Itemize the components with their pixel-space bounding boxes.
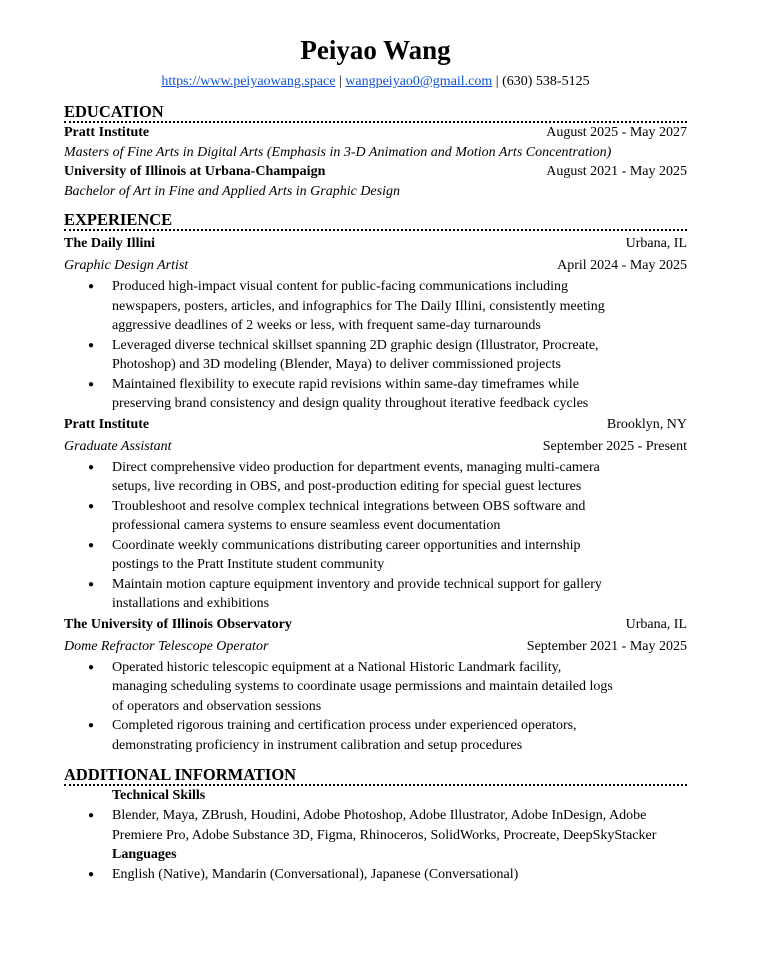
job-entry xyxy=(64,414,687,614)
job-role: Graphic Design Artist xyxy=(64,258,189,273)
resume-name: Peiyao Wang xyxy=(300,35,451,65)
job-location: Brooklyn, NY xyxy=(606,416,687,432)
job-organization: Pratt Institute xyxy=(64,416,150,432)
job-dates: September 2025 - Present xyxy=(542,438,687,454)
job-bullets xyxy=(64,458,687,614)
bullet-item: ● Coordinate weekly communications distributing career opportunities and internship postings to the Pratt Institute student community xyxy=(64,536,687,575)
bullet-item: ● Produced high-impact visual content for public-facing communications including newspapers, posters, articles, and infographics for The Daily Illini, consistently meeting aggressive deadlines of 2 weeks or less, with frequent same-day turnarounds xyxy=(64,277,687,336)
bullet-item: ● Maintain motion capture equipment inventory and provide technical support for gallery installations and exhibitions xyxy=(64,575,687,614)
skills-list xyxy=(64,806,687,845)
job-bullets xyxy=(64,277,687,414)
section-title-experience: EXPERIENCE xyxy=(64,210,687,231)
school-name: University of Illinois at Urbana-Champaign xyxy=(64,164,326,179)
bullet-item: ● Operated historic telescopic equipment at a National Historic Landmark facility, managing scheduling systems to coordinate usage permissions and maintain detailed logs of operators and observation sessions xyxy=(64,658,687,717)
email-link[interactable]: wangpeiyao0@gmail.com xyxy=(345,74,493,89)
languages-list xyxy=(64,865,687,885)
job-role: Graduate Assistant xyxy=(64,438,172,454)
bullet-item: ● Troubleshoot and resolve complex technical integrations between OBS software and professional camera systems to ensure seamless event documentation xyxy=(64,497,687,536)
bullet-item: ● English (Native), Mandarin (Conversational), Japanese (Conversational) xyxy=(64,865,687,885)
section-title-additional-information: ADDITIONAL INFORMATION xyxy=(64,765,687,786)
bullet-item: ● Blender, Maya, ZBrush, Houdini, Adobe Photoshop, Adobe Illustrator, Adobe InDesign, Adobe Premiere Pro, Adobe Substance 3D, Figma, Rhinoceros, SolidWorks, Procreate, DeepSkyStacker xyxy=(64,806,687,845)
website-link[interactable]: https://www.peiyaowang.space xyxy=(161,74,336,89)
contact-line xyxy=(64,73,687,91)
separator: | xyxy=(335,74,346,89)
bullet-item: ● Leveraged diverse technical skillset spanning 2D graphic design (Illustrator, Procreate, Photoshop) and 3D modeling (Blender, Maya) to deliver commissioned projects xyxy=(64,336,687,375)
job-role: Dome Refractor Telescope Operator xyxy=(64,638,269,654)
subsection-title-technical-skills: Technical Skills xyxy=(112,788,206,803)
education-dates: August 2021 - May 2025 xyxy=(546,164,687,179)
job-organization: The Daily Illini xyxy=(64,236,156,251)
education-entry xyxy=(64,162,687,182)
education-entry xyxy=(64,123,687,143)
degree: Masters of Fine Arts in Digital Arts (Emphasis in 3-D Animation and Motion Arts Concentration) xyxy=(64,144,612,160)
bullet-item: ● Direct comprehensive video production for department events, managing multi-camera setups, live recording in OBS, and post-production editing for special guest lectures xyxy=(64,458,687,497)
job-location: Urbana, IL xyxy=(625,236,687,251)
education-dates: August 2025 - May 2027 xyxy=(546,125,687,140)
subsection-title-languages: Languages xyxy=(112,847,177,862)
job-organization: The University of Illinois Observatory xyxy=(64,616,292,632)
phone-number: (630) 538-5125 xyxy=(502,74,590,89)
school-name: Pratt Institute xyxy=(64,125,150,140)
job-bullets xyxy=(64,658,687,756)
job-dates: September 2021 - May 2025 xyxy=(526,638,687,654)
job-location: Urbana, IL xyxy=(625,616,687,632)
job-entry xyxy=(64,233,687,414)
bullet-item: ● Maintained flexibility to execute rapid revisions within same-day timeframes while preserving brand consistency and design quality throughout iterative feedback cycles xyxy=(64,375,687,414)
section-title-education: EDUCATION xyxy=(64,102,687,123)
bullet-item: ● Completed rigorous training and certification process under experienced operators, demonstrating proficiency in instrument calibration and setup procedures xyxy=(64,716,687,755)
degree: Bachelor of Art in Fine and Applied Arts in Graphic Design xyxy=(64,183,400,199)
job-dates: April 2024 - May 2025 xyxy=(557,258,687,273)
job-entry xyxy=(64,614,687,756)
resume-page xyxy=(64,0,687,885)
separator: | xyxy=(492,74,503,89)
